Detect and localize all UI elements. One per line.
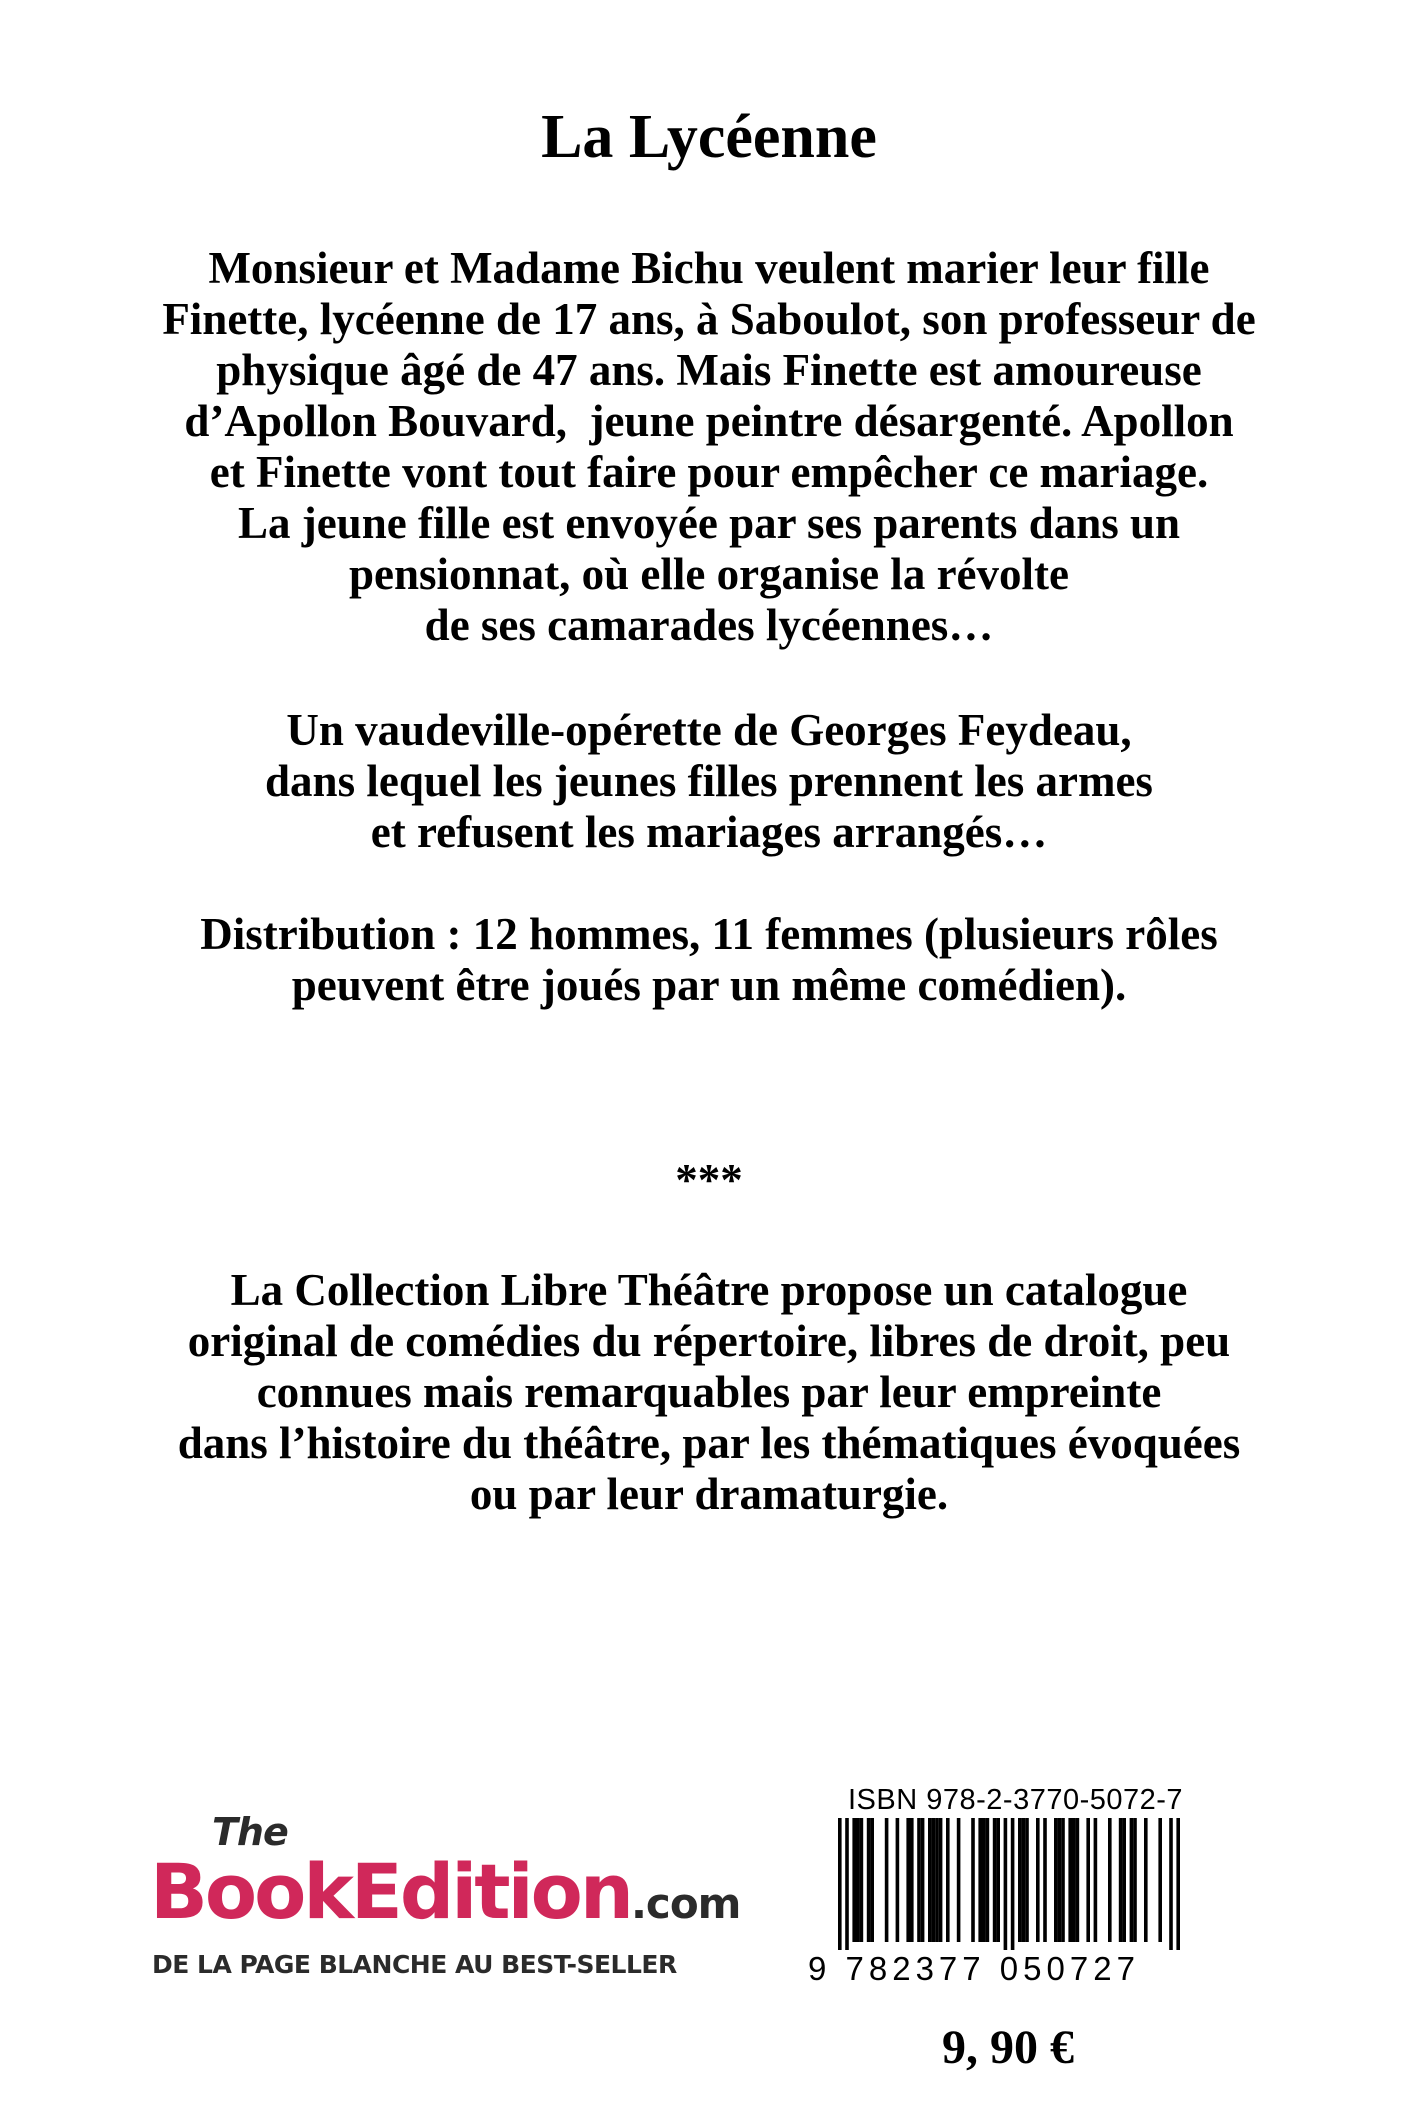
barcode-bar: [1158, 1818, 1162, 1942]
synopsis-line: physique âgé de 47 ans. Mais Finette est amoureuse: [216, 345, 1202, 395]
barcode-bar: [867, 1818, 871, 1942]
logo-domain: .com: [630, 1879, 741, 1928]
barcode-bar: [939, 1818, 943, 1942]
book-title: La Lycéenne: [541, 103, 877, 171]
barcode-bar: [852, 1818, 856, 1942]
barcode-bar: [1025, 1818, 1029, 1942]
barcode-bar: [860, 1818, 864, 1942]
barcode-bar: [996, 1818, 1000, 1942]
barcode-bar: [1054, 1818, 1058, 1942]
synopsis-line: La jeune fille est envoyée par ses parents dans un: [237, 498, 1181, 548]
distribution-line: Distribution : 12 hommes, 11 femmes (plusieurs rôles: [200, 909, 1218, 959]
barcode-bar: [1108, 1818, 1112, 1942]
barcode-bars: [808, 1818, 1208, 1950]
barcode-bar: [978, 1818, 982, 1942]
separator: [60, 1155, 1358, 1206]
barcode-bar: [921, 1818, 925, 1942]
description-paragraph: [60, 705, 1358, 858]
barcode-bar: [986, 1818, 990, 1942]
synopsis-line: de ses camarades lycéennes…: [424, 600, 994, 650]
distribution-line: peuvent être joués par un même comédien).: [291, 960, 1127, 1010]
barcode-bar: [1043, 1818, 1047, 1942]
barcode-bar: [906, 1818, 910, 1942]
synopsis-paragraph: [60, 243, 1358, 651]
barcode-bar: [946, 1818, 950, 1942]
barcode-bar: [957, 1818, 961, 1942]
collection-line: La Collection Libre Théâtre propose un catalogue: [230, 1265, 1188, 1315]
description-line: et refusent les mariages arrangés…: [370, 807, 1048, 857]
barcode-digits: 9 782377 050727: [808, 1950, 1140, 1987]
synopsis-line: et Finette vont tout faire pour empêcher ce mariage.: [209, 447, 1209, 497]
barcode-bar: [932, 1818, 936, 1942]
barcode-bar: [1072, 1818, 1076, 1942]
synopsis-line: d’Apollon Bouvard, jeune peintre désargenté. Apollon: [184, 396, 1234, 446]
barcode-bar: [1133, 1818, 1137, 1942]
logo-name: BookEdition: [150, 1847, 631, 1936]
barcode-bar: [845, 1818, 849, 1950]
description-line: Un vaudeville-opérette de Georges Feydeau,: [286, 705, 1132, 755]
barcode-bar: [896, 1818, 900, 1942]
collection-line: original de comédies du répertoire, libres de droit, peu: [187, 1316, 1231, 1366]
barcode-bar: [1058, 1818, 1062, 1942]
logo-wordmark: [150, 1847, 741, 1946]
barcode-bar: [1176, 1818, 1180, 1950]
price: 9, 90 €: [942, 2021, 1074, 2074]
barcode: [808, 1784, 1208, 1986]
barcode-bar: [993, 1818, 997, 1942]
barcode-bar: [935, 1818, 939, 1942]
collection-paragraph: [60, 1265, 1358, 1520]
description-line: dans lequel les jeunes filles prennent les armes: [265, 756, 1153, 806]
barcode-bar: [1036, 1818, 1040, 1942]
barcode-bar: [1076, 1818, 1080, 1942]
barcode-bar: [1169, 1818, 1173, 1950]
synopsis-line: pensionnat, où elle organise la révolte: [349, 549, 1069, 599]
synopsis-line: Monsieur et Madame Bichu veulent marier leur fille: [208, 243, 1210, 293]
barcode-bar: [917, 1818, 921, 1942]
barcode-bar: [928, 1818, 932, 1942]
barcode-bar: [1011, 1818, 1015, 1950]
barcode-bar: [856, 1818, 860, 1942]
barcode-bar: [1094, 1818, 1098, 1942]
publisher-logo: [150, 1810, 741, 1990]
barcode-bar: [1144, 1818, 1148, 1942]
barcode-bar: [885, 1818, 889, 1942]
barcode-bar: [1068, 1818, 1072, 1942]
barcode-bar: [1122, 1818, 1126, 1942]
synopsis-line: Finette, lycéenne de 17 ans, à Saboulot, son professeur de: [162, 294, 1256, 344]
barcode-bar: [1130, 1818, 1134, 1942]
barcode-bar: [1061, 1818, 1065, 1942]
barcode-bar: [838, 1818, 842, 1950]
separator-text: ***: [675, 1155, 743, 1205]
barcode-bar: [1022, 1818, 1026, 1942]
barcode-bar: [1004, 1818, 1008, 1950]
barcode-bar: [982, 1818, 986, 1942]
logo-the: The: [212, 1810, 288, 1854]
barcode-bar: [1086, 1818, 1090, 1942]
collection-line: connues mais remarquables par leur empreinte: [256, 1367, 1162, 1417]
barcode-bar: [1018, 1818, 1022, 1942]
collection-line: dans l’histoire du théâtre, par les thématiques évoquées: [177, 1418, 1241, 1468]
logo-tagline: DE LA PAGE BLANCHE AU BEST-SELLER: [152, 1950, 677, 1979]
barcode-bar: [910, 1818, 914, 1942]
barcode-bar: [971, 1818, 975, 1942]
barcode-bar: [870, 1818, 874, 1942]
isbn-label: ISBN 978-2-3770-5072-7: [848, 1784, 1184, 1816]
collection-line: ou par leur dramaturgie.: [469, 1469, 949, 1519]
barcode-bar: [1119, 1818, 1123, 1942]
distribution-paragraph: [60, 909, 1358, 1011]
